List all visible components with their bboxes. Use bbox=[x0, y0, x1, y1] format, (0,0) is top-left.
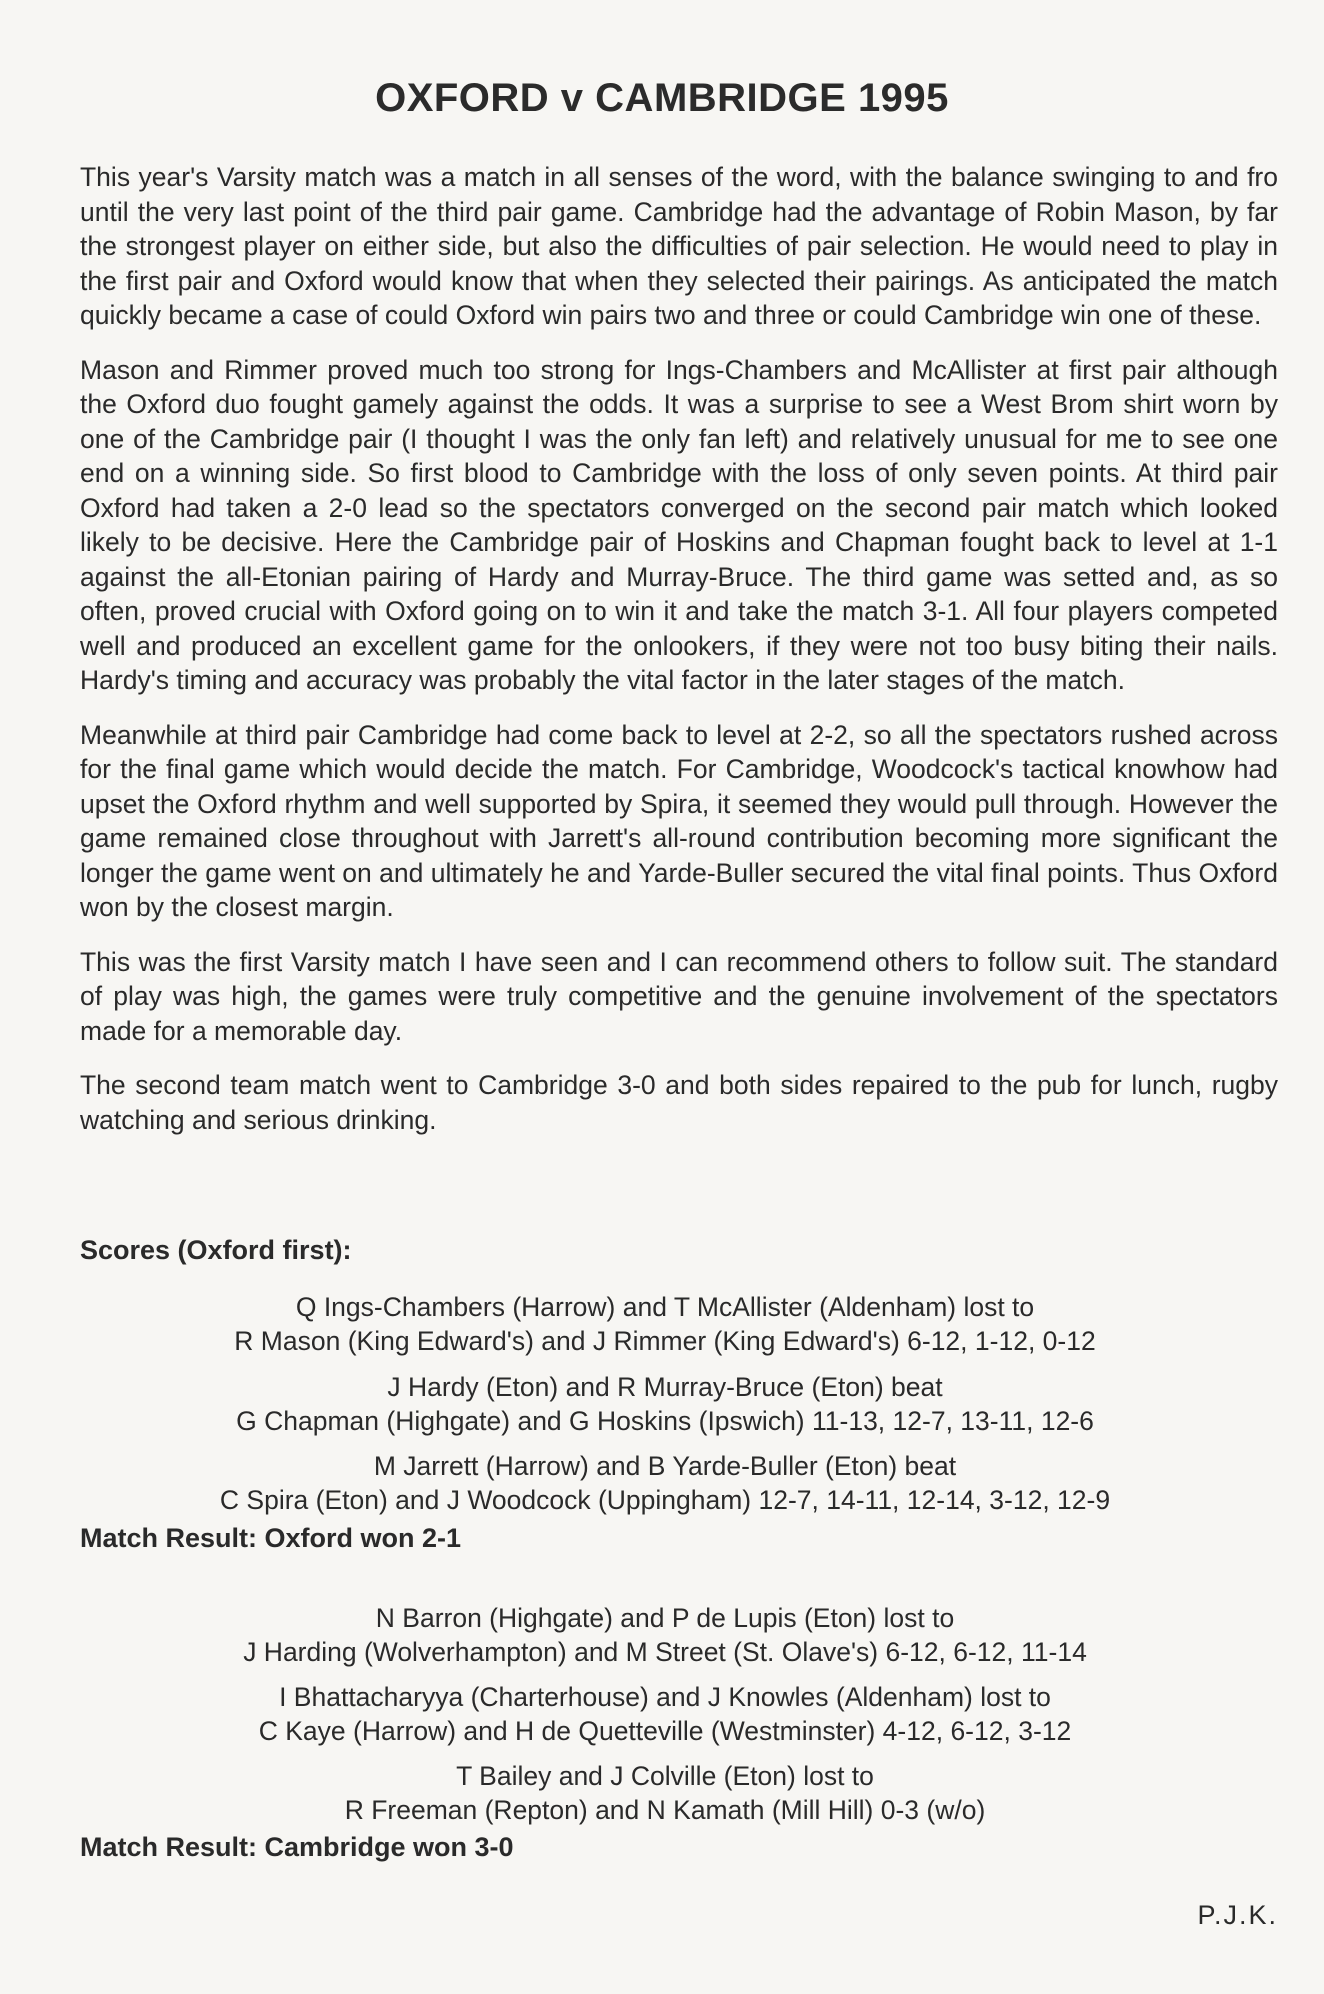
score-line: J Harding (Wolverhampton) and M Street (St. Olave's) 6-12, 6-12, 11-14 bbox=[243, 1637, 1087, 1667]
score-line: G Chapman (Highgate) and G Hoskins (Ipswich) 11-13, 12-7, 13-11, 12-6 bbox=[236, 1406, 1094, 1436]
score-line: N Barron (Highgate) and P de Lupis (Eton) lost to bbox=[375, 1603, 955, 1633]
score-entry bbox=[80, 1449, 1250, 1517]
score-line: T Bailey and J Colville (Eton) lost to bbox=[456, 1761, 874, 1791]
paragraph: The second team match went to Cambridge 3-0 and both sides repaired to the pub for lunch, rugby watching and serious drinking. bbox=[80, 1070, 1278, 1135]
signature: P.J.K. bbox=[1197, 1900, 1278, 1930]
score-line: Q Ings-Chambers (Harrow) and T McAllister (Aldenham) lost to bbox=[295, 1292, 1035, 1322]
paragraph: Meanwhile at third pair Cambridge had come back to level at 2-2, so all the spectators rushed across for the final game which would decide the match. For Cambridge, Woodcock's tactical knowhow had upset the Oxford rhythm and well supported by Spira, it seemed they would pull through. However the game remained close throughout with Jarrett's all-round contribution becoming more significant the longer the game went on and ultimately he and Yarde-Buller secured the vital final points. Thus Oxford won by the closest margin. bbox=[80, 719, 1278, 922]
paragraph: Mason and Rimmer proved much too strong for Ings-Chambers and McAllister at first pair although the Oxford duo fought gamely against the odds. It was a surprise to see a West Brom shirt worn by one of the Cambridge pair (I thought I was the only fan left) and relatively unusual for me to see one end on a winning side. So first blood to Cambridge with the loss of only seven points. At third pair Oxford had taken a 2-0 lead so the spectators converged on the second pair match which looked likely to be decisive. Here the Cambridge pair of Hoskins and Chapman fought back to level at 1-1 against the all-Etonian pairing of Hardy and Murray-Bruce. The third game was setted and, as so often, proved crucial with Oxford going on to win it and take the match 3-1. All four players competed well and produced an excellent game for the onlookers, if they were not too busy biting their nails. Hardy's timing and accuracy was probably the vital factor in the later stages of the match. bbox=[80, 354, 1278, 695]
score-line: M Jarrett (Harrow) and B Yarde-Buller (Eton) beat bbox=[373, 1451, 957, 1481]
paragraph: This year's Varsity match was a match in all senses of the word, with the balance swinging to and fro until the very last point of the third pair game. Cambridge had the advantage of Robin Mason, by far the strongest player on either side, but also the difficulties of pair selection. He would need to play in the first pair and Oxford would know that when they selected their pairings. As anticipated the match quickly became a case of could Oxford win pairs two and three or could Cambridge win one of these. bbox=[80, 162, 1278, 330]
score-line: R Freeman (Repton) and N Kamath (Mill Hill) 0-3 (w/o) bbox=[344, 1795, 986, 1825]
match-result: Match Result: Cambridge won 3-0 bbox=[80, 1832, 514, 1862]
score-entry bbox=[80, 1370, 1250, 1438]
score-entry bbox=[80, 1290, 1250, 1358]
score-entry bbox=[80, 1601, 1250, 1669]
score-line: R Mason (King Edward's) and J Rimmer (King Edward's) 6-12, 1-12, 0-12 bbox=[234, 1326, 1096, 1356]
score-line: J Hardy (Eton) and R Murray-Bruce (Eton) beat bbox=[387, 1372, 943, 1402]
score-line: C Kaye (Harrow) and H de Quetteville (Westminster) 4-12, 6-12, 3-12 bbox=[258, 1716, 1072, 1746]
score-entry bbox=[80, 1759, 1250, 1827]
score-entry bbox=[80, 1680, 1250, 1748]
score-line: C Spira (Eton) and J Woodcock (Uppingham) 12-7, 14-11, 12-14, 3-12, 12-9 bbox=[219, 1485, 1111, 1515]
score-line: I Bhattacharyya (Charterhouse) and J Knowles (Aldenham) lost to bbox=[279, 1682, 1051, 1712]
page-title: OXFORD v CAMBRIDGE 1995 bbox=[375, 76, 949, 120]
article-body bbox=[80, 160, 1278, 1157]
match-result: Match Result: Oxford won 2-1 bbox=[80, 1523, 462, 1553]
scores-heading: Scores (Oxford first): bbox=[80, 1235, 352, 1265]
paragraph: This was the first Varsity match I have seen and I can recommend others to follow suit. The standard of play was high, the games were truly competitive and the genuine involvement of the spectators made for a memorable day. bbox=[80, 946, 1278, 1046]
